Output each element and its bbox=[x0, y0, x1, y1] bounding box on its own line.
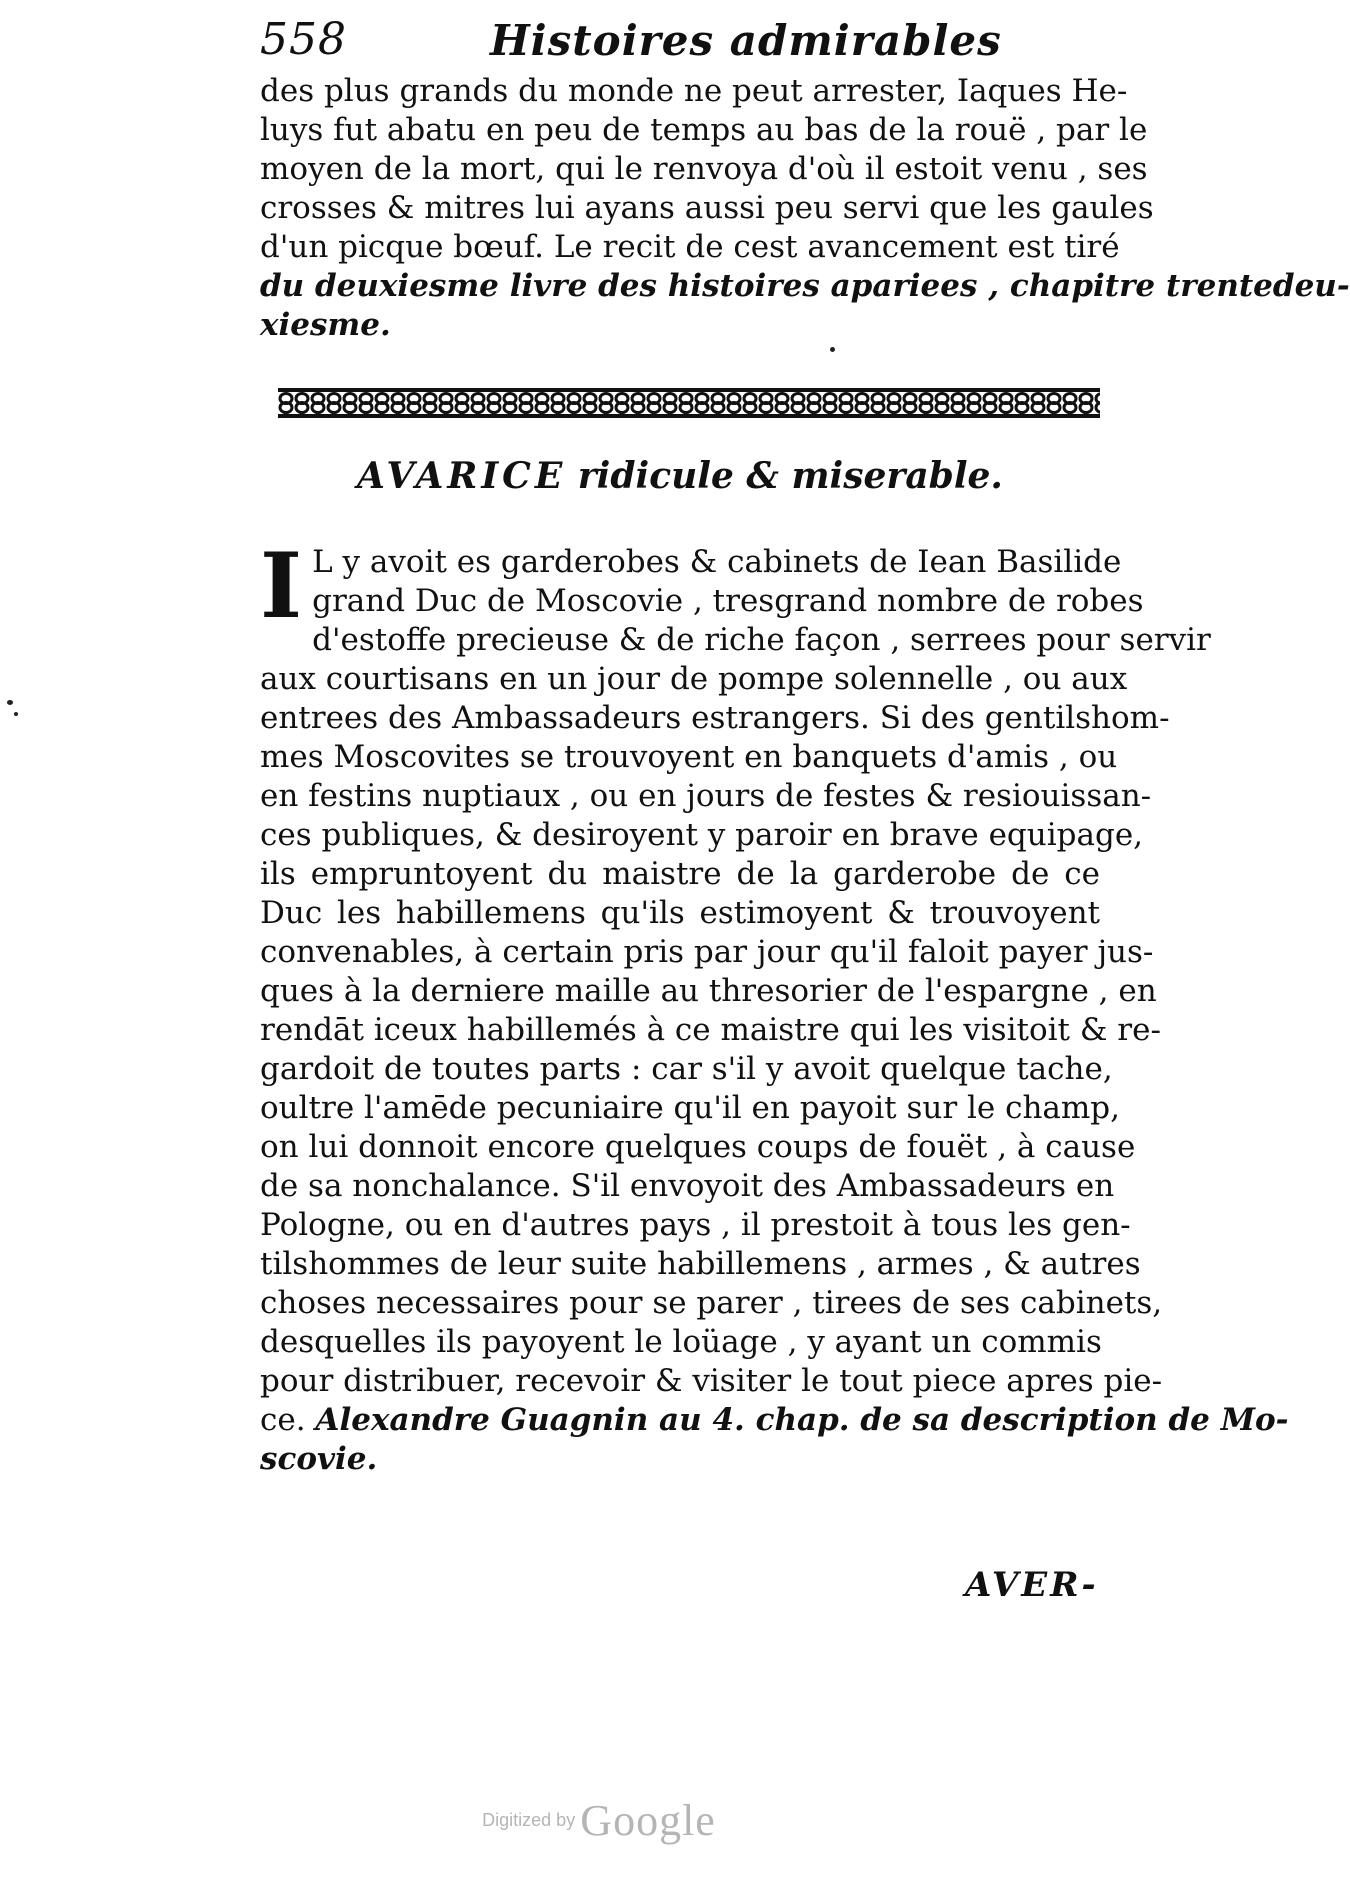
text-line: mes Moscovites se trouvoyent en banquets d'amis , ou bbox=[260, 739, 1118, 775]
text-line: Duc les habillemens qu'ils estimoyent & trouvoyent bbox=[260, 895, 1100, 931]
text-line: L y avoit es garderobes & cabinets de Iean Basilide bbox=[312, 544, 1122, 580]
main-paragraph bbox=[260, 533, 1289, 1479]
source-citation: Alexandre Guagnin au 4. chap. de sa description de Mo- bbox=[315, 1402, 1289, 1438]
section-title-rest: ridicule & miserable. bbox=[577, 455, 1003, 497]
text-line: desquelles ils payoyent le loüage , y ayant un commis bbox=[260, 1324, 1102, 1360]
citation-line bbox=[260, 1401, 1289, 1440]
source-citation-line: xiesme. bbox=[260, 307, 391, 343]
text-line: gardoit de toutes parts : car s'il y avoit quelque tache, bbox=[260, 1051, 1113, 1087]
ornament-band-icon bbox=[278, 388, 1100, 418]
text-line: de sa nonchalance. S'il envoyoit des Ambassadeurs en bbox=[260, 1168, 1115, 1204]
text-line: convenables, à certain pris par jour qu'il faloit payer jus- bbox=[260, 934, 1154, 970]
text-line: moyen de la mort, qui le renvoya d'où il estoit venu , ses bbox=[260, 151, 1148, 187]
text-line: on lui donnoit encore quelques coups de fouët , à cause bbox=[260, 1129, 1136, 1165]
text-fragment: ce. bbox=[260, 1402, 306, 1438]
text-line: oultre l'amēde pecuniaire qu'il en payoit sur le champ, bbox=[260, 1090, 1121, 1126]
source-citation-line: scovie. bbox=[260, 1441, 378, 1477]
text-line: choses necessaires pour se parer , tirees de ses cabinets, bbox=[260, 1285, 1163, 1321]
text-line: en festins nuptiaux , ou en jours de festes & resiouissan- bbox=[260, 778, 1152, 814]
text-line: crosses & mitres lui ayans aussi peu servi que les gaules bbox=[260, 190, 1154, 226]
scan-speck bbox=[830, 347, 835, 352]
text-line: pour distribuer, recevoir & visiter le tout piece apres pie- bbox=[260, 1363, 1163, 1399]
source-citation-line: du deuxiesme livre des histoires apariees , chapitre trentedeu- bbox=[260, 268, 1350, 304]
text-line: grand Duc de Moscovie , tresgrand nombre de robes bbox=[312, 583, 1144, 619]
text-line: entrees des Ambassadeurs estrangers. Si des gentilshom- bbox=[260, 700, 1170, 736]
text-line: d'estoffe precieuse & de riche façon , serrees pour servir bbox=[312, 622, 1211, 658]
text-line: luys fut abatu en peu de temps au bas de la rouë , par le bbox=[260, 112, 1148, 148]
text-line: aux courtisans en un jour de pompe solennelle , ou aux bbox=[260, 661, 1128, 697]
page-number: 558 bbox=[260, 14, 347, 65]
text-line: ces publiques, & desiroyent y paroir en brave equipage, bbox=[260, 817, 1144, 853]
text-line: ques à la derniere maille au thresorier de l'espargne , en bbox=[260, 973, 1157, 1009]
section-title bbox=[260, 455, 1100, 497]
section-title-caps: AVARICE bbox=[357, 455, 567, 497]
scan-speck bbox=[14, 712, 18, 716]
watermark-brand: Google bbox=[580, 1796, 716, 1845]
text-line: d'un picque bœuf. Le recit de cest avancement est tiré bbox=[260, 229, 1120, 265]
scan-speck bbox=[7, 700, 13, 705]
text-line: rendāt iceux habillemés à ce maistre qui les visitoit & re- bbox=[260, 1012, 1161, 1048]
drop-cap: I bbox=[260, 533, 303, 639]
running-title: Histoires admirables bbox=[490, 16, 1002, 65]
digitized-watermark bbox=[0, 1795, 1198, 1846]
text-line: des plus grands du monde ne peut arrester, Iaques He- bbox=[260, 73, 1128, 109]
catchword: AVER- bbox=[965, 1565, 1099, 1605]
watermark-prefix: Digitized by bbox=[482, 1810, 576, 1830]
text-line: tilshommes de leur suite habillemens , armes , & autres bbox=[260, 1246, 1141, 1282]
text-line: Pologne, ou en d'autres pays , il prestoit à tous les gen- bbox=[260, 1207, 1131, 1243]
page-header bbox=[260, 14, 1100, 74]
ornamental-rule bbox=[278, 388, 1100, 418]
intro-text bbox=[260, 72, 1350, 345]
text-line: ils empruntoyent du maistre de la garderobe de ce bbox=[260, 856, 1100, 892]
